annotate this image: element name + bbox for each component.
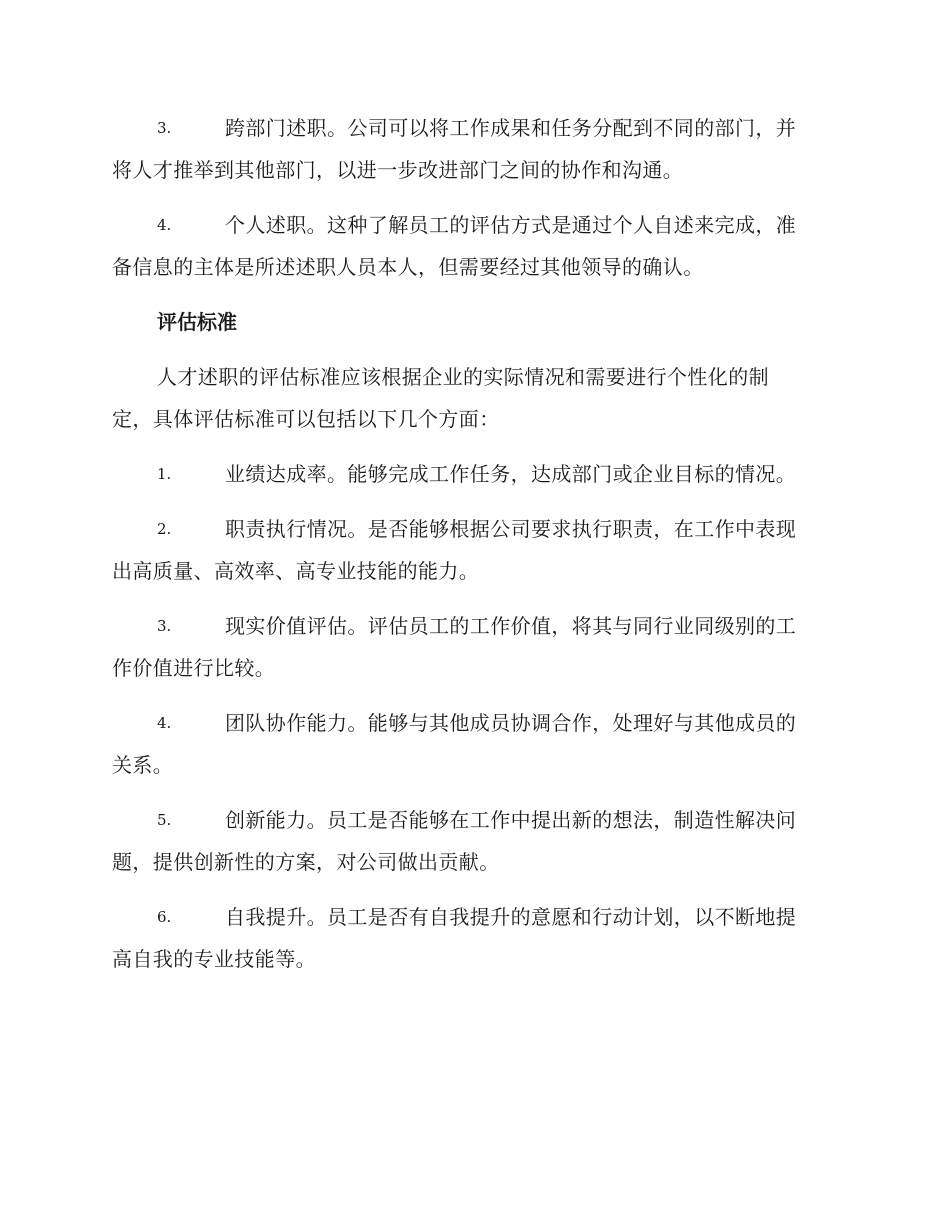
list-number: 6. <box>157 908 172 926</box>
list-item-text: 备信息的主体是所述述职人员本人，但需要经过其他领导的确认。 <box>112 255 704 279</box>
paragraph-text: 定，具体评估标准可以包括以下几个方面： <box>112 407 500 431</box>
list-number: 3. <box>157 617 172 635</box>
paragraph-text: 人才述职的评估标准应该根据企业的实际情况和需要进行个性化的制 <box>157 365 769 389</box>
list-item-text: 自我提升。员工是否有自我提升的意愿和行动计划，以不断地提 <box>225 905 797 929</box>
list-item-text: 个人述职。这种了解员工的评估方式是通过个人自述来完成，准 <box>225 213 797 237</box>
list-item-text: 作价值进行比较。 <box>112 656 276 680</box>
section-heading: 评估标准 <box>157 310 237 334</box>
list-item-text: 现实价值评估。评估员工的工作价值，将其与同行业同级别的工 <box>225 614 797 638</box>
list-item-text: 高自我的专业技能等。 <box>112 947 316 971</box>
list-number: 4. <box>157 216 172 234</box>
list-item-text: 创新能力。员工是否能够在工作中提出新的想法，制造性解决问 <box>225 808 797 832</box>
list-item-text: 将人才推举到其他部门，以进一步改进部门之间的协作和沟通。 <box>112 158 684 182</box>
list-item-text: 团队协作能力。能够与其他成员协调合作，处理好与其他成员的 <box>225 711 797 735</box>
list-number: 2. <box>157 520 172 538</box>
list-item-text: 业绩达成率。能够完成工作任务，达成部门或企业目标的情况。 <box>225 462 797 486</box>
list-item-text: 职责执行情况。是否能够根据公司要求执行职责，在工作中表现 <box>225 517 797 541</box>
list-number: 3. <box>157 119 172 137</box>
list-item-text: 关系。 <box>112 753 174 777</box>
list-number: 5. <box>157 811 172 829</box>
list-number: 1. <box>157 465 172 483</box>
list-number: 4. <box>157 714 172 732</box>
list-item-text: 题，提供创新性的方案，对公司做出贡献。 <box>112 850 500 874</box>
list-item-text: 跨部门述职。公司可以将工作成果和任务分配到不同的部门，并 <box>225 116 797 140</box>
list-item-text: 出高质量、高效率、高专业技能的能力。 <box>112 559 480 583</box>
